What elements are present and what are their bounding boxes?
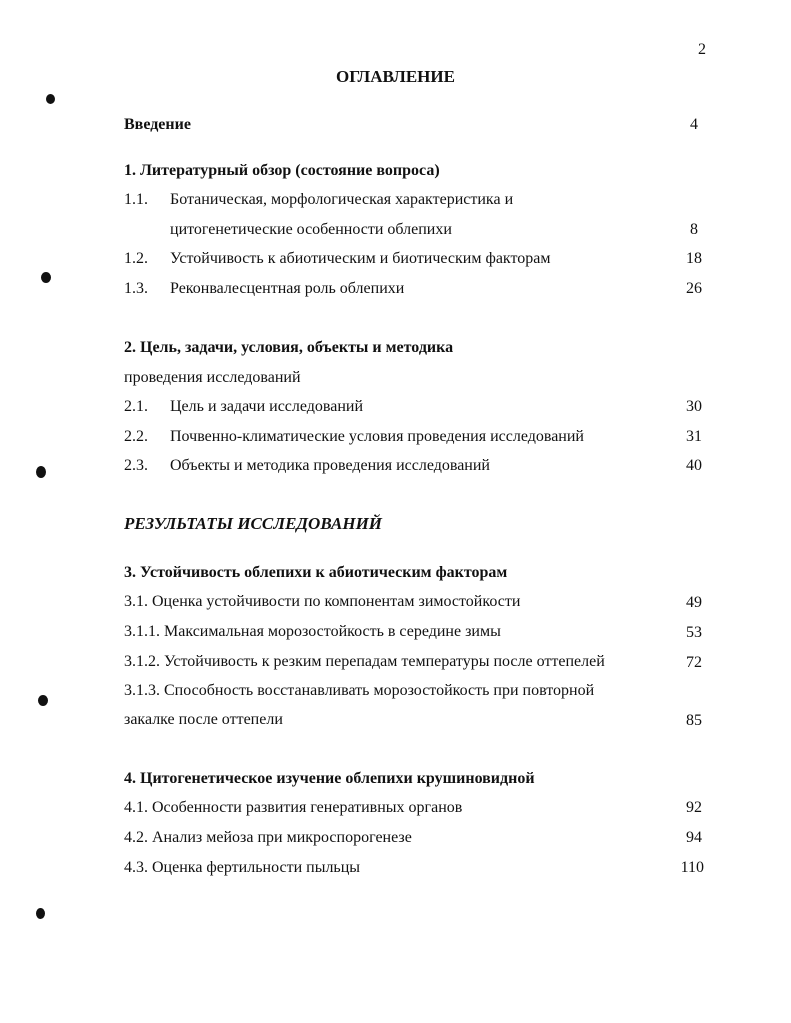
toc-item-page: 49: [686, 594, 702, 611]
toc-item-page: 85: [686, 712, 702, 729]
toc-item-page: 31: [686, 428, 702, 445]
scan-spot: [36, 908, 45, 919]
toc-item-text[interactable]: закалке после оттепели: [124, 711, 283, 728]
scan-spot: [36, 466, 46, 478]
toc-item-text[interactable]: Почвенно-климатические условия проведения исследований: [170, 428, 584, 445]
toc-item-text[interactable]: Ботаническая, морфологическая характеристика и: [170, 191, 514, 208]
toc-item-text[interactable]: Реконвалесцентная роль облепихи: [170, 280, 405, 297]
toc-item-page: 72: [686, 654, 702, 671]
toc-item-page: 110: [680, 859, 704, 876]
toc-item-number: 2.2.: [124, 428, 148, 445]
toc-intro-page: 4: [690, 116, 698, 133]
toc-item-text[interactable]: Цель и задачи исследований: [170, 398, 364, 415]
results-heading: РЕЗУЛЬТАТЫ ИССЛЕДОВАНИЙ: [124, 514, 383, 533]
toc-item-text[interactable]: 3.1. Оценка устойчивости по компонентам зимостойкости: [124, 593, 521, 610]
toc-title: ОГЛАВЛЕНИЕ: [336, 67, 455, 86]
toc-item-page: 26: [686, 280, 702, 297]
toc-item-text[interactable]: 3.1.1. Максимальная морозостойкость в середине зимы: [124, 623, 501, 640]
scan-spot: [46, 94, 55, 104]
toc-item-text[interactable]: Устойчивость к абиотическим и биотическим факторам: [170, 250, 551, 267]
section4-heading[interactable]: 4. Цитогенетическое изучение облепихи крушиновидной: [124, 770, 535, 787]
section1-heading[interactable]: 1. Литературный обзор (состояние вопроса): [124, 162, 440, 179]
toc-intro-label[interactable]: Введение: [124, 116, 191, 133]
toc-item-page: 40: [686, 457, 702, 474]
toc-item-text[interactable]: 3.1.3. Способность восстанавливать морозостойкость при повторной: [124, 682, 595, 699]
toc-item-page: 30: [686, 398, 702, 415]
toc-item-text[interactable]: 4.2. Анализ мейоза при микроспорогенезе: [124, 829, 412, 846]
toc-item-text[interactable]: цитогенетические особенности облепихи: [170, 221, 452, 238]
toc-item-number: 1.3.: [124, 280, 148, 297]
toc-item-page: 53: [686, 624, 702, 641]
toc-item-text[interactable]: Объекты и методика проведения исследований: [170, 457, 490, 474]
toc-item-number: 1.1.: [124, 191, 148, 208]
toc-item-page: 18: [686, 250, 702, 267]
toc-item-page: 92: [686, 799, 702, 816]
section2-heading-cont[interactable]: проведения исследований: [124, 369, 301, 386]
toc-item-number: 2.1.: [124, 398, 148, 415]
scan-spot: [41, 272, 51, 283]
scan-spot: [38, 695, 48, 706]
section3-heading[interactable]: 3. Устойчивость облепихи к абиотическим факторам: [124, 564, 508, 581]
toc-item-number: 1.2.: [124, 250, 148, 267]
toc-item-page: 94: [686, 829, 702, 846]
toc-item-number: 2.3.: [124, 457, 148, 474]
page-number: 2: [698, 41, 706, 58]
section2-heading[interactable]: 2. Цель, задачи, условия, объекты и методика: [124, 339, 454, 356]
toc-item-text[interactable]: 4.3. Оценка фертильности пыльцы: [124, 859, 361, 876]
toc-item-text[interactable]: 4.1. Особенности развития генеративных органов: [124, 799, 463, 816]
toc-item-text[interactable]: 3.1.2. Устойчивость к резким перепадам температуры после оттепелей: [124, 653, 605, 670]
toc-item-page: 8: [690, 221, 698, 238]
